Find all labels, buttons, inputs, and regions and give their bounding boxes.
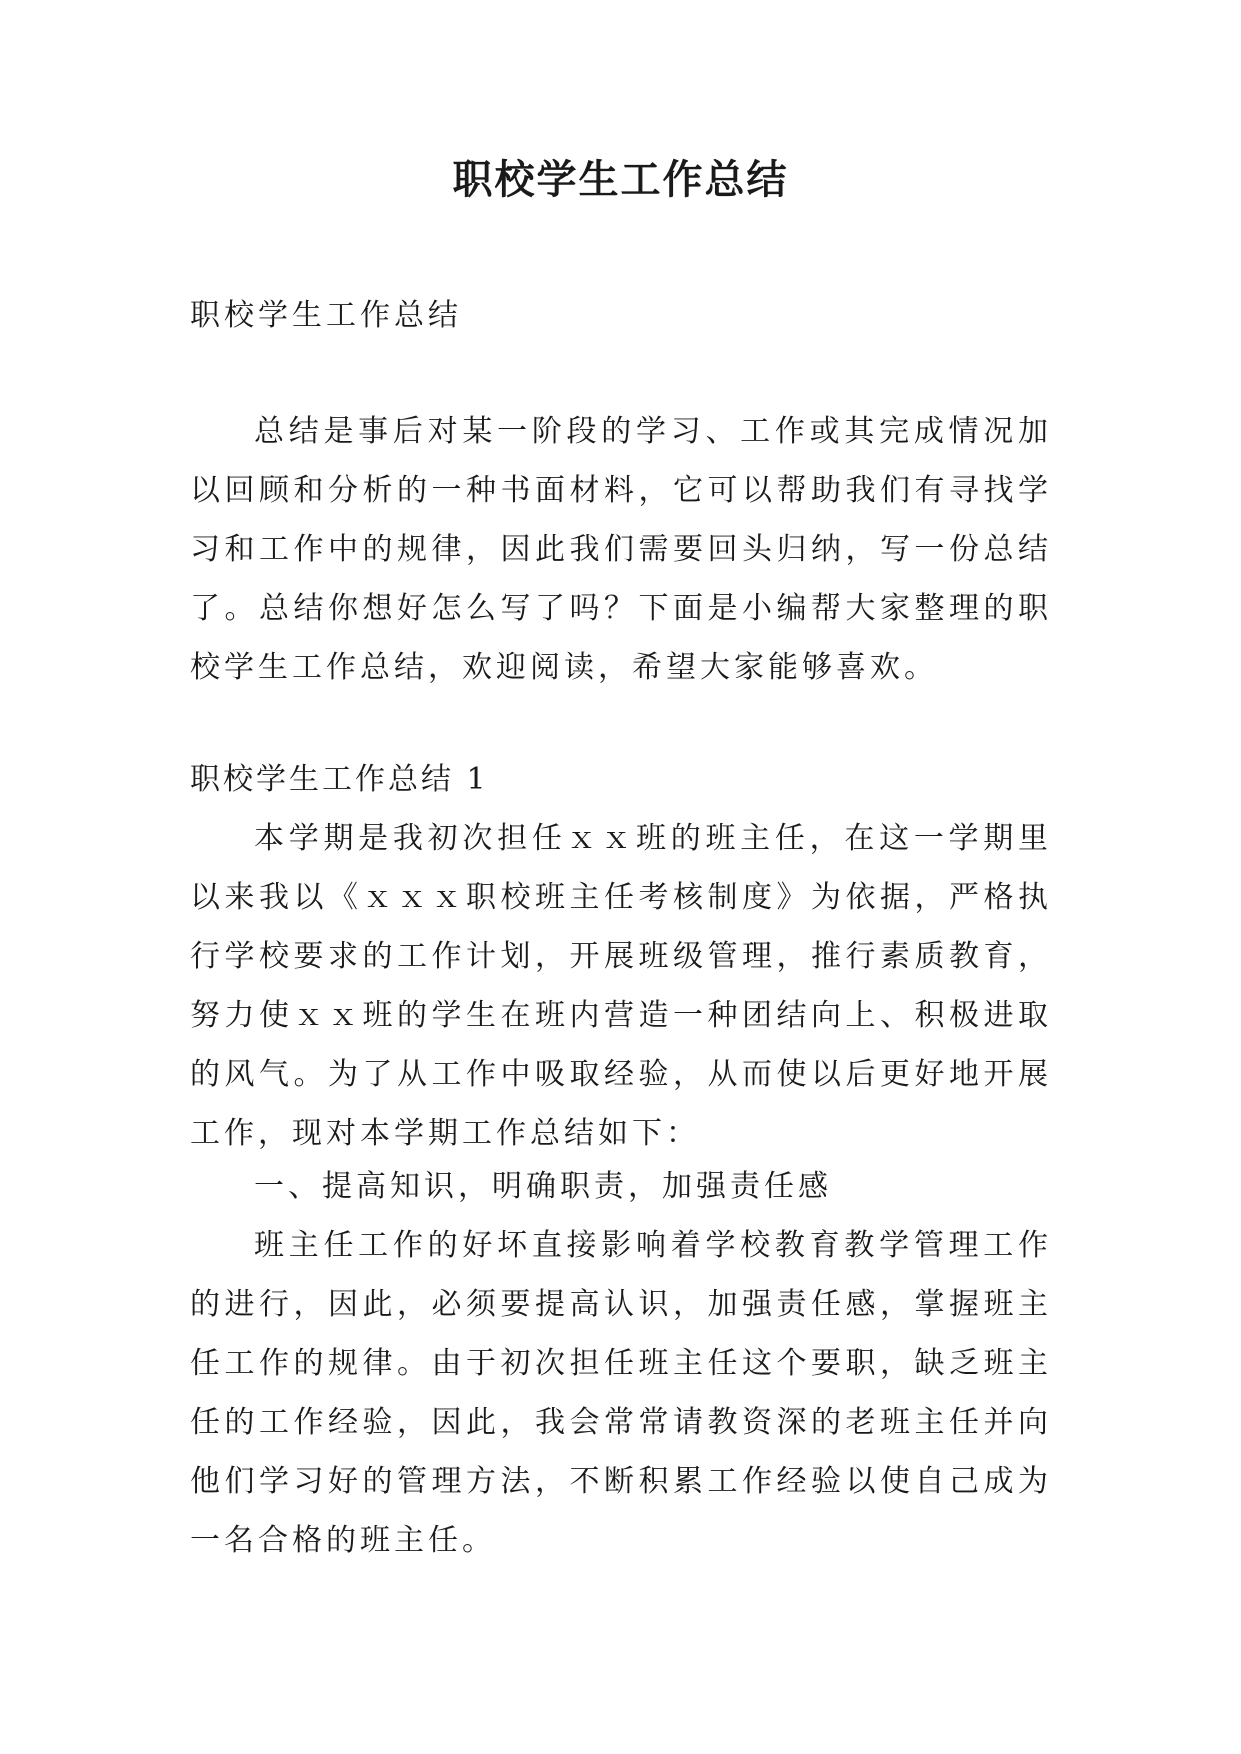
section-title: 职校学生工作总结 1 <box>190 762 489 797</box>
document-title: 职校学生工作总结 <box>452 156 789 203</box>
document-subtitle: 职校学生工作总结 <box>190 298 462 333</box>
intro-paragraph: 总结是事后对某一阶段的学习、工作或其完成情况加以回顾和分析的一种书面材料，它可以帮助我们有寻找学习和工作中的规律，因此我们需要回头归纳，写一份总结了。总结你想好怎么写了吗？下面是小编帮大家整理的职校学生工作总结，欢迎阅读，希望大家能够喜欢。 <box>190 414 1052 685</box>
subsection-heading-1: 一、提高知识，明确职责，加强责任感 <box>254 1169 832 1204</box>
body-paragraph-2: 班主任工作的好坏直接影响着学校教育教学管理工作的进行，因此，必须要提高认识，加强责任感，掌握班主任工作的规律。由于初次担任班主任这个要职，缺乏班主任的工作经验，因此，我会常常请教资深的老班主任并向他们学习好的管理方法，不断积累工作经验以使自己成为一名合格的班主任。 <box>190 1228 1052 1558</box>
body-paragraph-1: 本学期是我初次担任ｘｘ班的班主任，在这一学期里以来我以《ｘｘｘ职校班主任考核制度》为依据，严格执行学校要求的工作计划，开展班级管理，推行素质教育，努力使ｘｘ班的学生在班内营造一种团结向上、积极进取的风气。为了从工作中吸取经验，从而使以后更好地开展工作，现对本学期工作总结如下： <box>190 821 1052 1151</box>
